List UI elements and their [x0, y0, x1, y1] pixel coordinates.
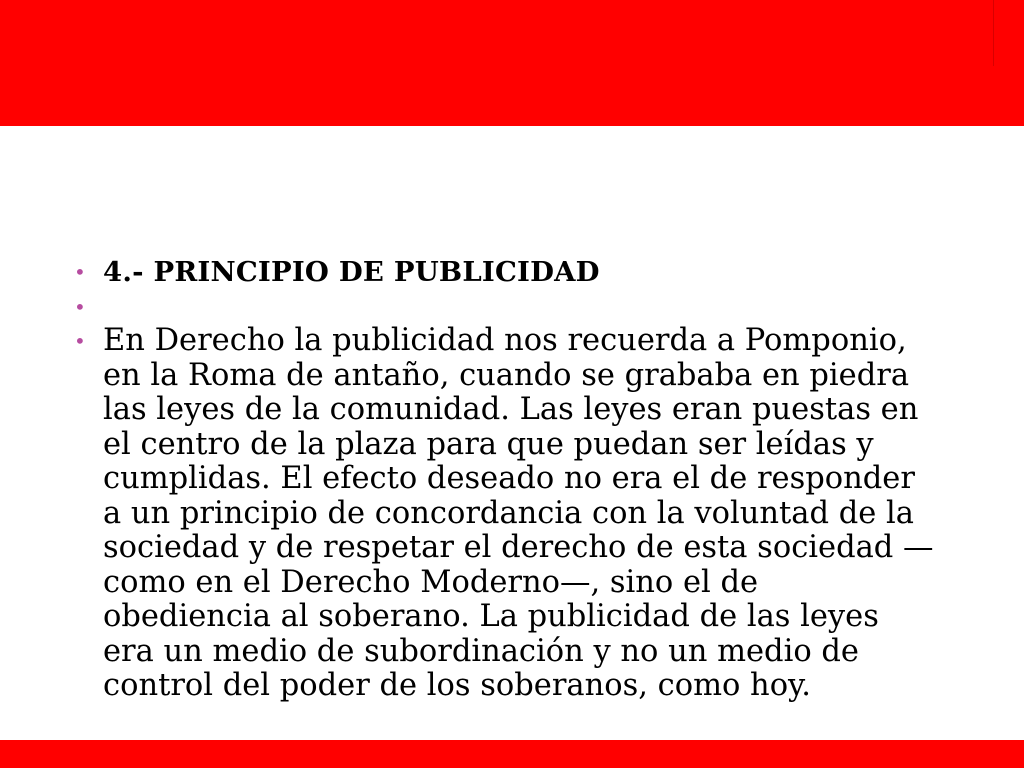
body-line: a un principio de concordancia con la voluntad de la [103, 495, 914, 531]
bullet-dot-icon: • [74, 260, 86, 284]
body-line: obediencia al soberano. La publicidad de las leyes [103, 599, 879, 634]
bullet-list [74, 255, 974, 704]
slide-content [74, 255, 974, 704]
body-line: en la Roma de antaño, cuando se grababa en piedra [103, 357, 910, 393]
body-line: sociedad y de respetar el derecho de esta sociedad — [103, 530, 934, 565]
body-paragraph [103, 324, 974, 704]
bullet-body [74, 324, 974, 704]
bottom-red-band [0, 740, 1024, 768]
band-divider-line [993, 0, 994, 66]
body-line: era un medio de subordinación y no un medio de [103, 633, 859, 669]
body-line: el centro de la plaza para que puedan ser leídas y [103, 426, 874, 462]
body-line: cumplidas. El efecto deseado no era el de responder [103, 461, 915, 496]
bullet-heading [74, 255, 974, 290]
slide-heading: 4.- PRINCIPIO DE PUBLICIDAD [103, 256, 600, 288]
bullet-empty [74, 290, 974, 325]
bullet-dot-icon: • [74, 329, 86, 353]
body-line: las leyes de la comunidad. Las leyes eran puestas en [103, 392, 919, 427]
body-line: En Derecho la publicidad nos recuerda a Pomponio, [103, 323, 907, 358]
body-line: control del poder de los soberanos, como hoy. [103, 668, 811, 703]
bullet-dot-icon: • [74, 294, 86, 319]
body-line: como en el Derecho Moderno—, sino el de [103, 564, 759, 600]
top-red-band [0, 0, 1024, 126]
